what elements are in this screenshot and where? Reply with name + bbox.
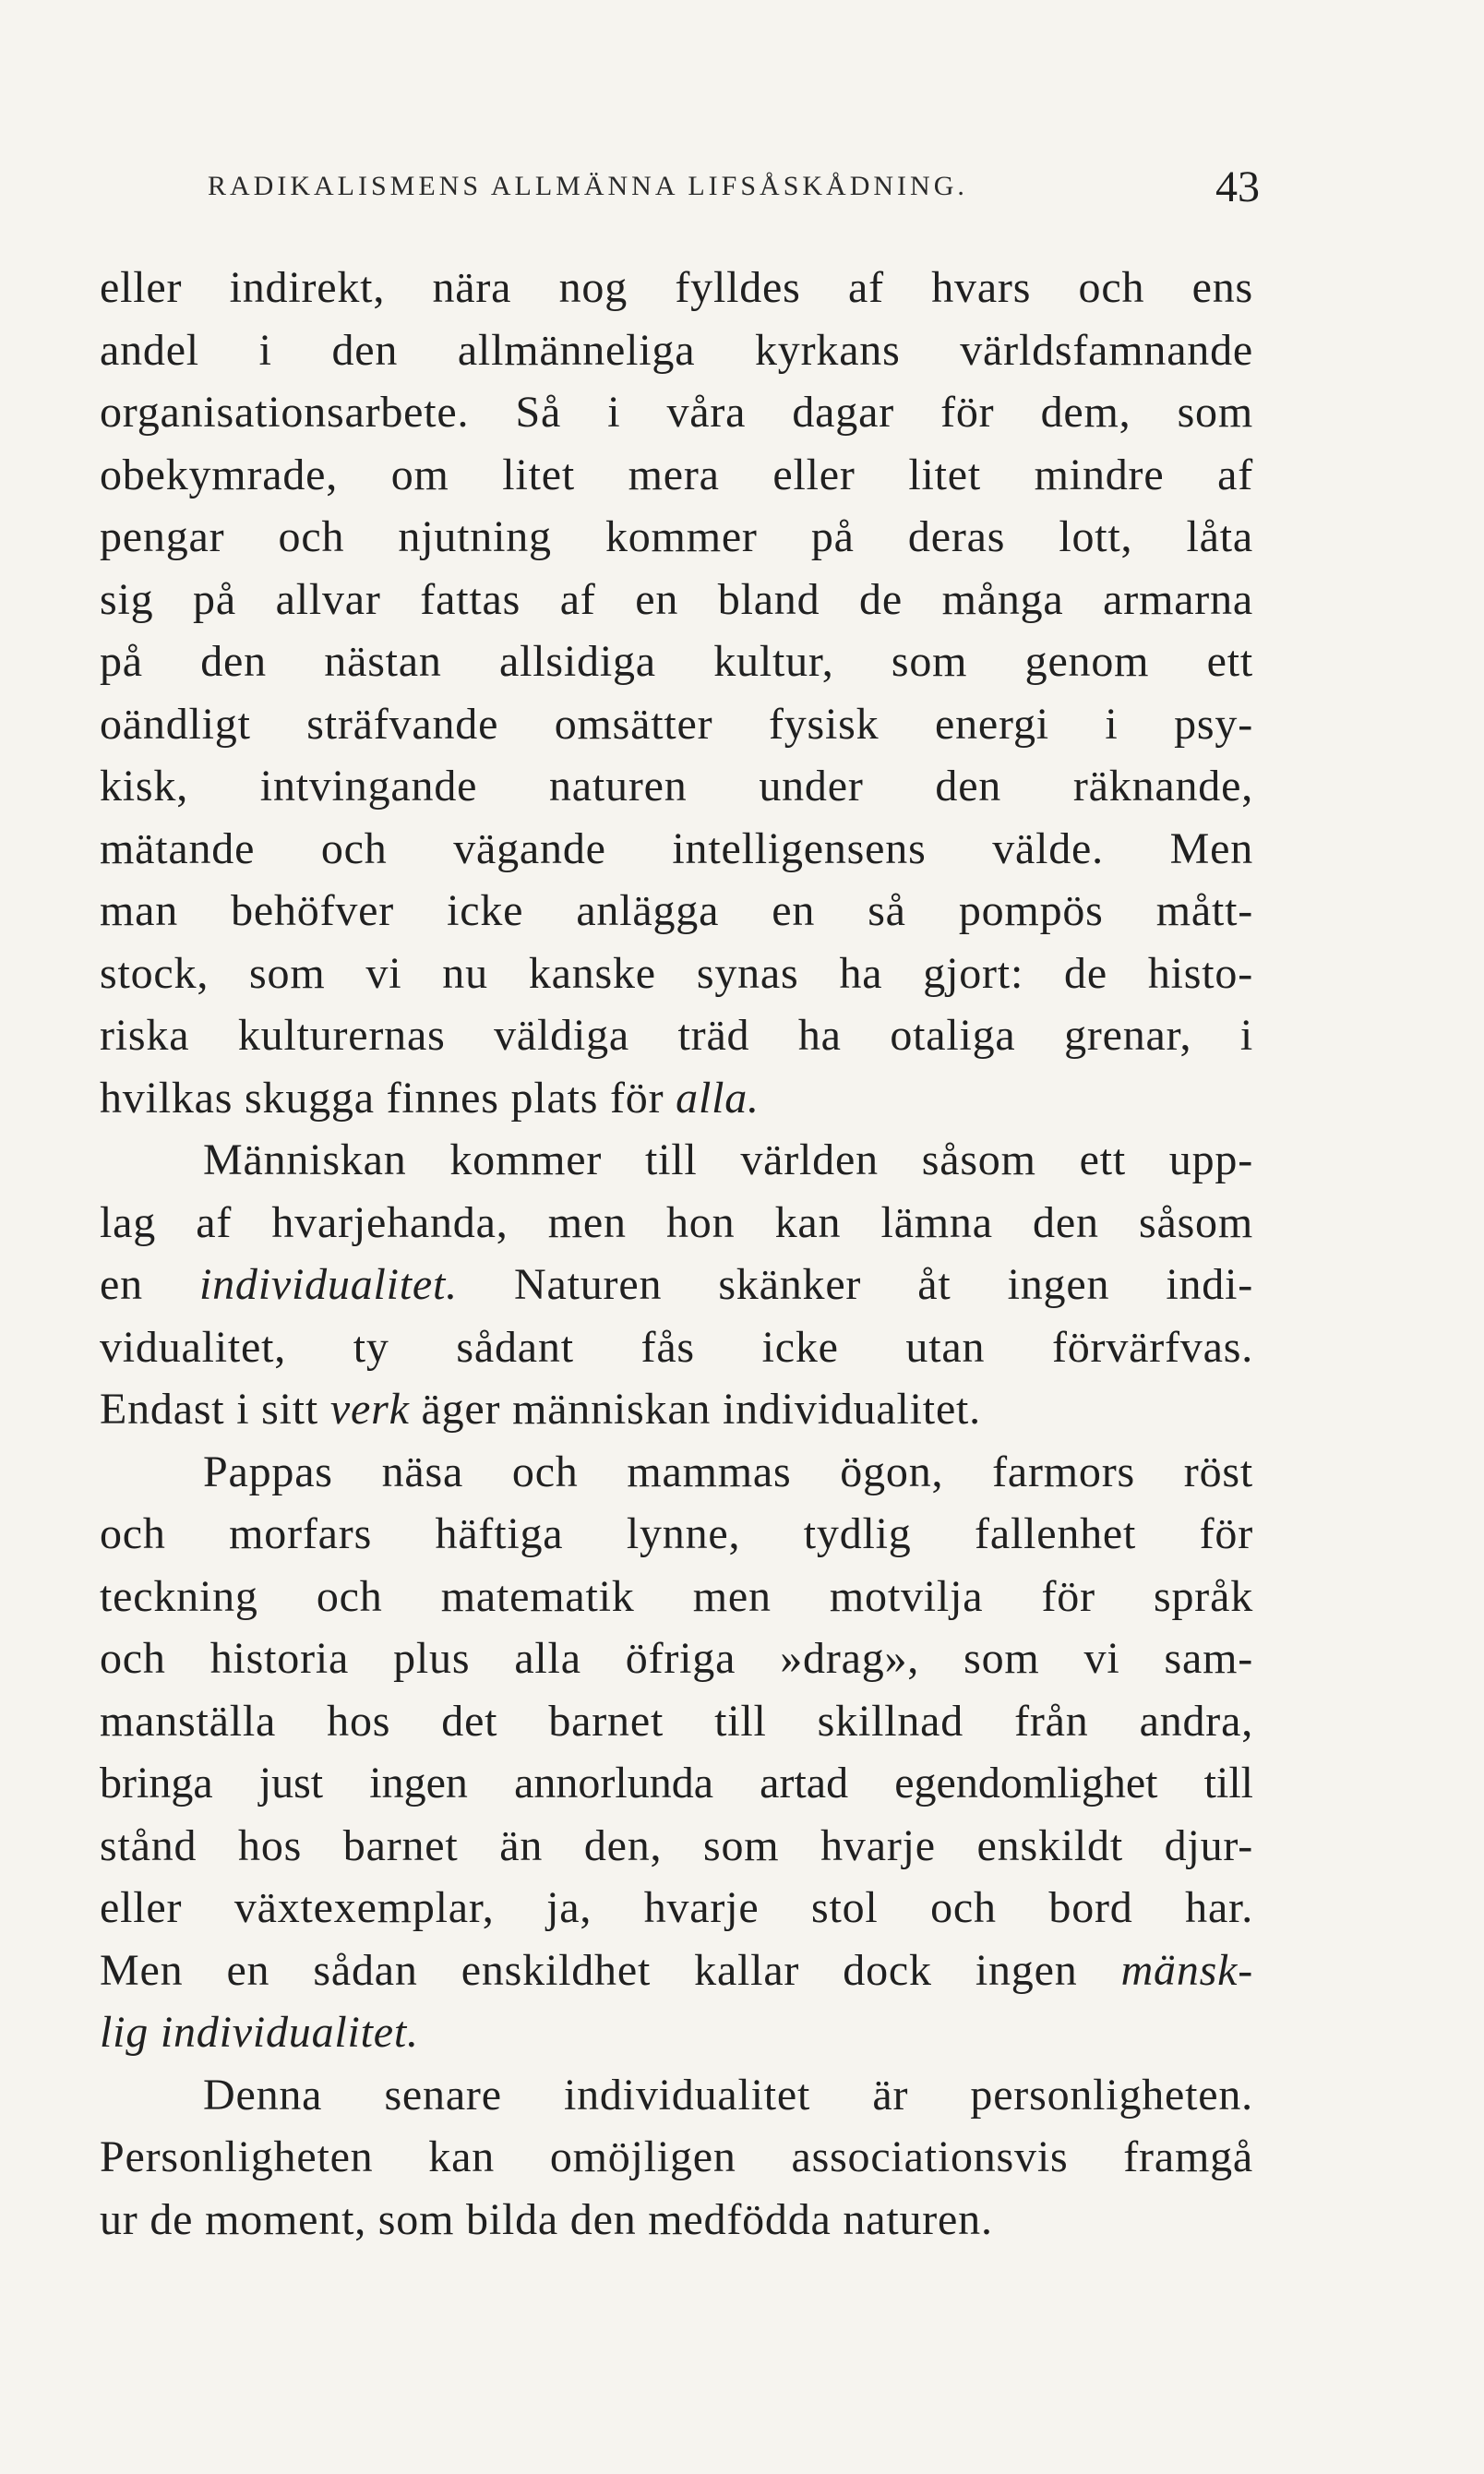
italic-text: mänsk- <box>1120 1945 1253 1995</box>
body-text <box>100 257 1253 2251</box>
text-line: mätande och vägande intelligensens välde. Men <box>100 823 1253 873</box>
text-line: man behöfver icke anlägga en så pompös mått- <box>100 886 1253 935</box>
text-line: riska kulturernas väldiga träd ha otaliga grenar, i <box>100 1011 1253 1060</box>
text-line: teckning och matematik men motvilja för språk <box>100 1571 1253 1621</box>
paragraph-start: Denna senare individualitet är personligheten. <box>203 2070 1253 2120</box>
text-line: oändligt sträfvande omsätter fysisk energi i psy- <box>100 699 1253 749</box>
text-line: och morfars häftiga lynne, tydlig fallenhet för <box>100 1509 1253 1558</box>
text-line: ur de moment, som bilda den medfödda naturen. <box>100 2194 993 2244</box>
paragraph-start: Människan kommer till världen såsom ett upp- <box>203 1135 1253 1184</box>
text-line: på den nästan allsidiga kultur, som genom ett <box>100 637 1253 686</box>
italic-text: lig individualitet. <box>100 2008 419 2057</box>
text-line: sig på allvar fattas af en bland de många armarna <box>100 574 1253 624</box>
text-line: en individualitet. Naturen skänker åt ingen indi- <box>100 1260 1253 1309</box>
text-line: stånd hos barnet än den, som hvarje enskildt djur- <box>100 1820 1253 1870</box>
text-line: eller indirekt, nära nog fylldes af hvars och ens <box>100 263 1253 312</box>
text-line: vidualitet, ty sådant fås icke utan förvärfvas. <box>100 1322 1253 1372</box>
text-line: och historia plus alla öfriga »drag», som vi sam- <box>100 1634 1253 1683</box>
italic-text: alla. <box>676 1073 760 1123</box>
text-line: obekymrade, om litet mera eller litet mindre af <box>100 450 1253 499</box>
text-line: eller växtexemplar, ja, hvarje stol och bord har. <box>100 1883 1253 1932</box>
text-line: lag af hvarjehanda, men hon kan lämna den såsom <box>100 1197 1253 1247</box>
paragraph-start: Pappas näsa och mammas ögon, farmors röst <box>203 1447 1253 1496</box>
italic-text: individualitet. <box>199 1260 458 1309</box>
text-line: Men en sådan enskildhet kallar dock ingen mänsk- <box>100 1945 1253 1995</box>
text-line: stock, som vi nu kanske synas ha gjort: de histo- <box>100 948 1253 998</box>
text-line: bringa just ingen annorlunda artad egendomlighet till <box>100 1759 1253 1807</box>
text-line: manställa hos det barnet till skillnad från andra, <box>100 1696 1253 1746</box>
text-line: hvilkas skugga finnes plats för alla. <box>100 1073 760 1123</box>
running-header <box>208 162 1260 217</box>
text-line: Endast i sitt verk äger människan individualitet. <box>100 1385 981 1434</box>
text-line: andel i den allmänneliga kyrkans världsfamnande <box>100 325 1253 375</box>
running-title: RADIKALISMENS ALLMÄNNA LIFSÅSKÅDNING. <box>208 171 968 201</box>
text-line: kisk, intvingande naturen under den räknande, <box>100 762 1253 811</box>
italic-text: verk <box>329 1385 410 1434</box>
text-line: organisationsarbete. Så i våra dagar för dem, som <box>100 388 1253 437</box>
text-line: Personligheten kan omöjligen associationsvis framgå <box>100 2132 1253 2181</box>
text-line <box>100 2001 1253 2064</box>
page-number: 43 <box>1215 162 1260 211</box>
text-line: pengar och njutning kommer på deras lott, låta <box>100 512 1253 561</box>
